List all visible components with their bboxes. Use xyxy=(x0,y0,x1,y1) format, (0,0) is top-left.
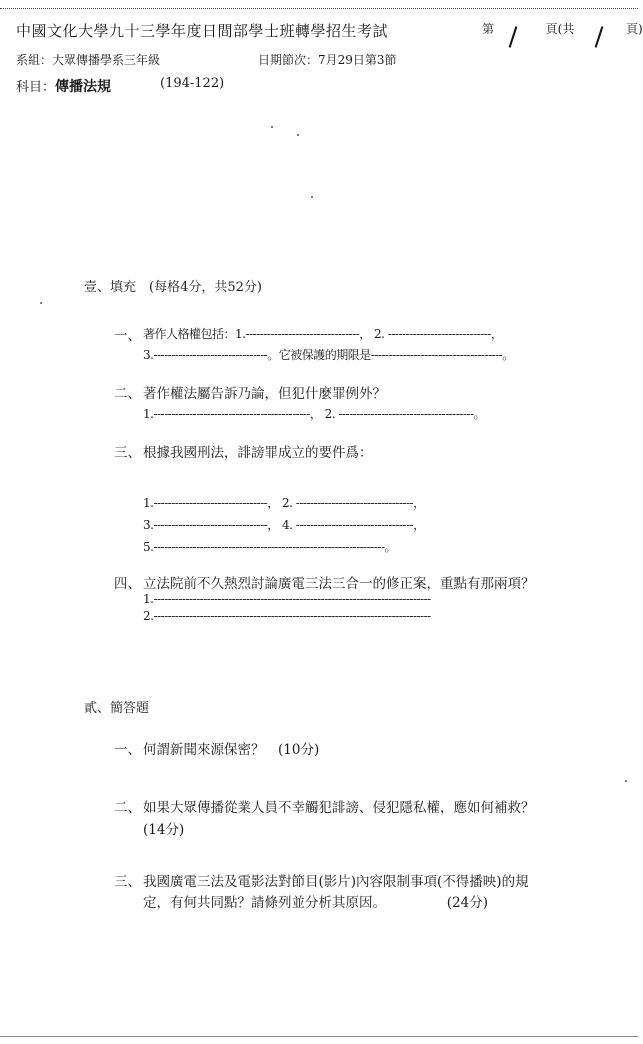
exam-title: 中國文化大學九十三學年度日間部學士班轉學招生考試 xyxy=(16,22,389,40)
section2-title: 貳、簡答題 xyxy=(84,701,150,716)
q2-line1: 著作權法屬告訴乃論，但犯什麼罪例外？ xyxy=(143,386,386,402)
q1-line2: 3.--------------------------------。它被保護的期限是-------------------------------------。 xyxy=(143,348,514,362)
sa3-line1: 我國廣電三法及電影法對節目(影片)內容限制事項(不得播映)的規 xyxy=(143,874,529,890)
scan-speck xyxy=(311,196,313,198)
q2-line2: 1.--------------------------------------------， 2. --------------------------------------。 xyxy=(143,407,486,421)
scan-speck xyxy=(271,126,273,128)
q4-line1: 立法院前不久熱烈討論廣電三法三合一的修正案，重點有那兩項？ xyxy=(143,576,535,592)
sa3-line2: 定，有何共同點？請條列並分析其原因。 (24分) xyxy=(143,895,488,911)
subject-name: 傳播法規 xyxy=(55,79,112,95)
q3-line1: 根據我國刑法，誹謗罪成立的要件爲： xyxy=(143,445,373,461)
q4-number: 四、 xyxy=(114,576,141,592)
sa1-line1: 何謂新聞來源保密？ (10分) xyxy=(143,742,320,758)
page-indicator xyxy=(482,20,643,37)
scan-speck xyxy=(297,134,299,136)
top-dotted-border xyxy=(0,8,638,9)
section1-title: 壹、填充 (每格4分，共52分) xyxy=(84,280,262,295)
sa2-number: 二、 xyxy=(114,800,141,816)
q3-number: 三、 xyxy=(114,445,141,461)
q1-number: 一、 xyxy=(114,328,141,344)
page-mid: 頁(共 xyxy=(545,22,575,36)
q4-blank-row: 1.------------------------------------------------------------------------------ xyxy=(143,592,431,606)
subject-line xyxy=(16,76,111,96)
q1-line1: 著作人格權包括：1.--------------------------------， 2. -----------------------------， xyxy=(143,327,503,341)
q2-number: 二、 xyxy=(114,386,141,402)
department-line: 系組：大眾傳播學系三年級 xyxy=(16,53,161,67)
subject-code: (194-122) xyxy=(160,76,225,91)
sa2-line2: (14分) xyxy=(143,822,185,838)
subject-label: 科目： xyxy=(16,80,56,95)
sa3-number: 三、 xyxy=(114,874,141,890)
q3-blank-row: 1.--------------------------------， 2. ---------------------------------， xyxy=(143,496,425,510)
page-prefix: 第 xyxy=(482,22,495,36)
q3-blank-row: 3.--------------------------------， 4. ---------------------------------， xyxy=(143,518,425,532)
scan-speck xyxy=(625,780,627,782)
page-suffix: 頁) xyxy=(626,22,643,36)
bottom-border xyxy=(0,1036,638,1037)
q4-blank-row: 2.------------------------------------------------------------------------------ xyxy=(143,609,431,623)
scan-speck xyxy=(40,302,42,304)
sa1-number: 一、 xyxy=(114,742,141,758)
sa2-line1: 如果大眾傳播從業人員不幸觸犯誹謗、侵犯隱私權，應如何補救？ xyxy=(143,800,535,816)
q3-blank-row: 5.-----------------------------------------------------------------。 xyxy=(143,540,397,554)
date-line: 日期節次：7月29日第3節 xyxy=(258,53,397,67)
